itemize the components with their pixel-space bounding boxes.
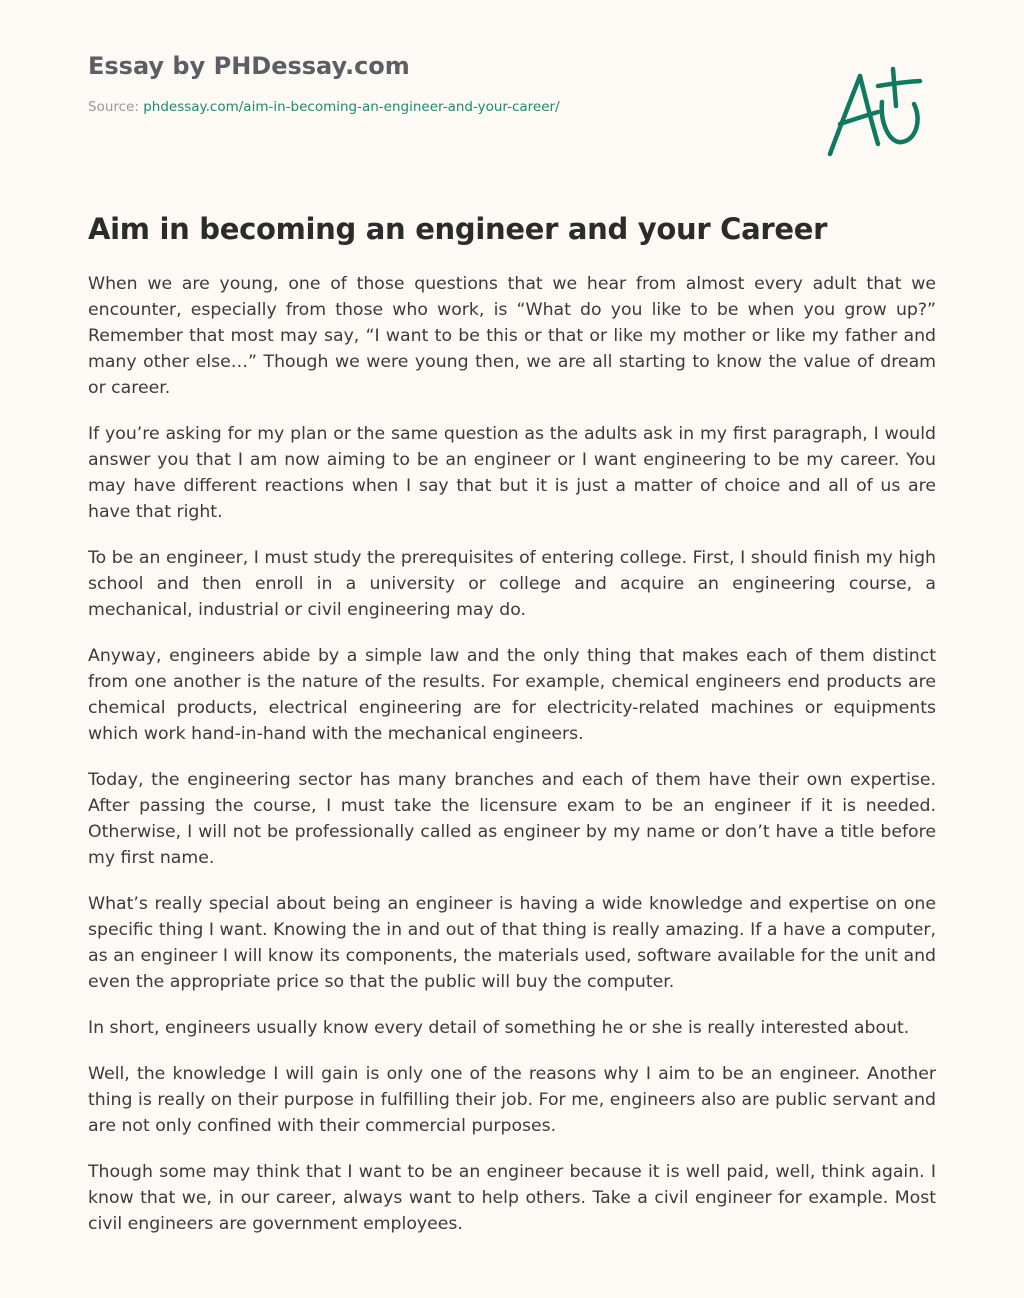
essay-paragraph: Today, the engineering sector has many branches and each of them have their own expertise. After passing the course, I must take the licensure exam to be an engineer if it is needed. Otherwise, I will not be professionally called as engineer by my name or don’t have a title before my first name.	[88, 770, 936, 868]
essay-paragraph: When we are young, one of those questions that we hear from almost every adult that we encounter, especially from those who work, is “What do you like to be when you grow up?” Remember that most may say, “I want to be this or that or like my mother or like my father and many other else…” Though we were young then, we are all starting to know the value of dream or career.	[88, 274, 936, 398]
a-plus-grade-icon	[820, 62, 930, 162]
essay-paragraph: To be an engineer, I must study the prerequisites of entering college. First, I should finish my high school and then enroll in a university or college and acquire an engineering course, a mechanical, industrial or civil engineering may do.	[88, 548, 936, 620]
source-link[interactable]: phdessay.com/aim-in-becoming-an-engineer-and-your-career/	[143, 99, 560, 115]
essay-paragraph: Well, the knowledge I will gain is only one of the reasons why I aim to be an engineer. Another thing is really on their purpose in fulfilling their job. For me, engineers also are public servant and are not only confined with their commercial purposes.	[88, 1064, 936, 1136]
site-brand[interactable]: Essay by PHDessay.com	[88, 52, 410, 80]
essay-paragraph: What’s really special about being an engineer is having a wide knowledge and expertise on one specific thing I want. Knowing the in and out of that thing is really amazing. If a have a computer, as an engineer I will know its components, the materials used, software available for the unit and even the appropriate price so that the public will buy the computer.	[88, 894, 936, 992]
source-label: Source:	[88, 99, 144, 115]
essay-paragraph: Though some may think that I want to be an engineer because it is well paid, well, think again. I know that we, in our career, always want to help others. Take a civil engineer for example. Most civil engineers are government employees.	[88, 1162, 936, 1234]
source-line	[88, 98, 936, 116]
essay-paragraph: Anyway, engineers abide by a simple law and the only thing that makes each of them distinct from one another is the nature of the results. For example, chemical engineers end products are chemical products, electrical engineering are for electricity-related machines or equipments which work hand-in-hand with the mechanical engineers.	[88, 646, 936, 744]
essay-paragraph: In short, engineers usually know every detail of something he or she is really interested about.	[88, 1018, 910, 1038]
essay-paragraph: If you’re asking for my plan or the same question as the adults ask in my first paragraph, I would answer you that I am now aiming to be an engineer or I want engineering to be my career. You may have different reactions when I say that but it is just a matter of choice and all of us are have that right.	[88, 424, 936, 522]
essay-title: Aim in becoming an engineer and your Career	[88, 212, 828, 247]
essay-body	[88, 271, 936, 1251]
essay-header	[88, 50, 936, 116]
